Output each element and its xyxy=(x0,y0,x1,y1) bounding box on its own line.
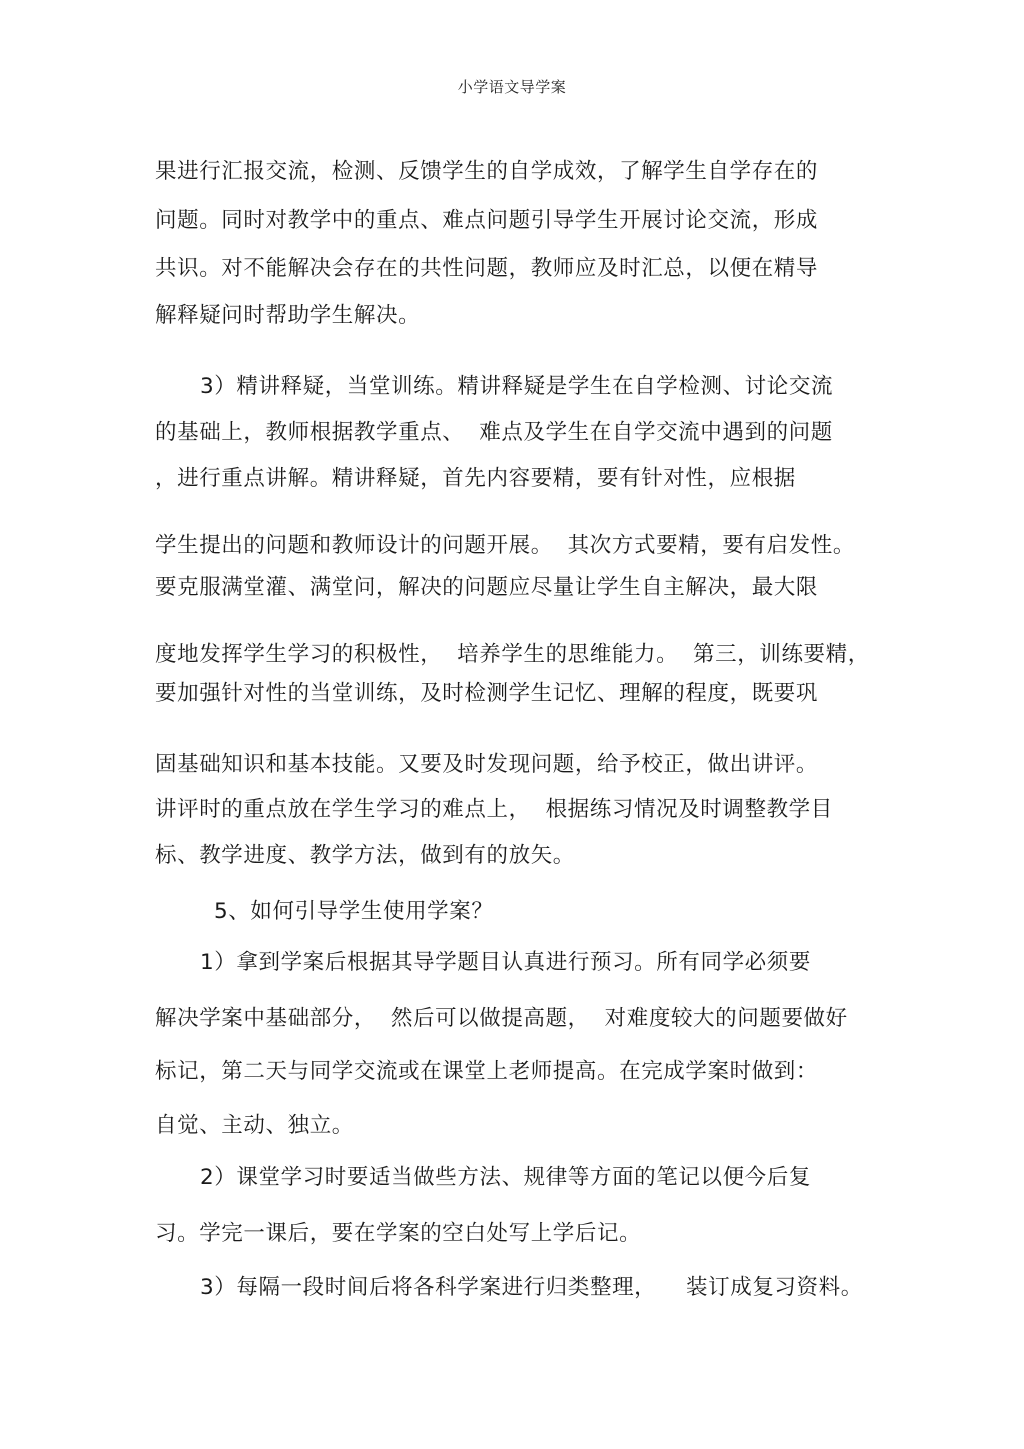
text-line: 果进行汇报交流，检测、反馈学生的自学成效，了解学生自学存在的 xyxy=(155,159,819,184)
text-line: 1）拿到学案后根据其导学题目认真进行预习。所有同学必须要 xyxy=(200,950,811,975)
section-heading: 5、如何引导学生使用学案？ xyxy=(214,899,494,924)
text-line: 共识。对不能解决会存在的共性问题，教师应及时汇总，以便在精导 xyxy=(155,256,819,281)
text-line: 解决学案中基础部分， 然后可以做提高题， 对难度较大的问题要做好 xyxy=(155,1006,848,1031)
text-line: 讲评时的重点放在学生学习的难点上， 根据练习情况及时调整教学目 xyxy=(155,797,833,822)
text-line: 问题。同时对教学中的重点、难点问题引导学生开展讨论交流，形成 xyxy=(155,208,819,233)
text-line: 2）课堂学习时要适当做些方法、规律等方面的笔记以便今后复 xyxy=(200,1165,811,1190)
text-line: 3）每隔一段时间后将各科学案进行归类整理， 装订成复习资料。 xyxy=(200,1275,863,1300)
page-header: 小学语文导学案 xyxy=(457,78,567,96)
text-line: 固基础知识和基本技能。又要及时发现问题，给予校正，做出讲评。 xyxy=(155,752,819,777)
text-line: 自觉、主动、独立。 xyxy=(155,1113,354,1138)
text-line: 解释疑问时帮助学生解决。 xyxy=(155,303,421,328)
text-line: 的基础上，教师根据教学重点、 难点及学生在自学交流中遇到的问题 xyxy=(155,420,833,445)
text-line: 要加强针对性的当堂训练，及时检测学生记忆、理解的程度，既要巩 xyxy=(155,681,819,706)
text-line: 度地发挥学生学习的积极性， 培养学生的思维能力。 第三，训练要精， xyxy=(155,642,870,667)
text-line: 学生提出的问题和教师设计的问题开展。 其次方式要精，要有启发性。 xyxy=(155,533,855,558)
text-line: 标记，第二天与同学交流或在课堂上老师提高。在完成学案时做到： xyxy=(155,1059,819,1084)
text-line: 标、教学进度、教学方法，做到有的放矢。 xyxy=(155,843,575,868)
text-line: ，进行重点讲解。精讲释疑，首先内容要精，要有针对性，应根据 xyxy=(155,466,796,491)
text-line: 习。学完一课后，要在学案的空白处写上学后记。 xyxy=(155,1221,642,1246)
text-line: 3）精讲释疑，当堂训练。精讲释疑是学生在自学检测、讨论交流 xyxy=(200,374,834,399)
text-line: 要克服满堂灌、满堂问，解决的问题应尽量让学生自主解决，最大限 xyxy=(155,575,819,600)
